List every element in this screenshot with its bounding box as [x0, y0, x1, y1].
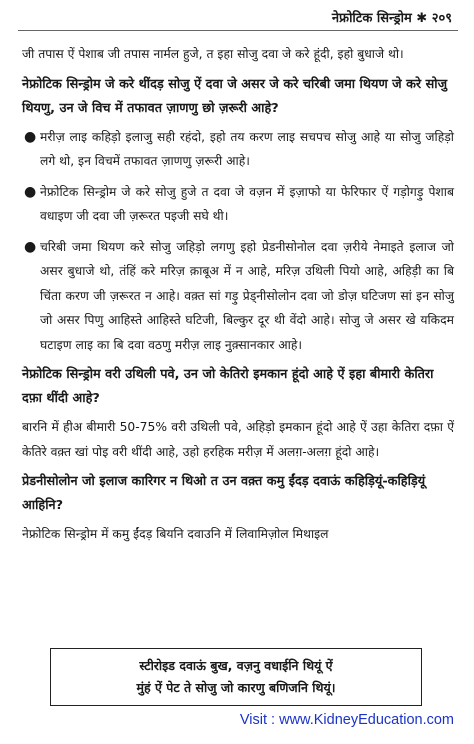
- section-heading-2: नेफ्रोटिक सिन्ड्रोम वरी उथिली पवे, उन जो केतिरो इमकान हूंदो आहे ऐं इहा बीमारी केतिरा दफ़ा थींदी आहे?: [22, 367, 434, 406]
- running-header: नेफ्रोटिक सिन्ड्रोम ✱ २०९: [331, 11, 452, 26]
- boxed-note: [50, 648, 422, 706]
- list-item: [22, 125, 454, 174]
- list-item-text: मरीज़ लाइ कहिड़ो इलाजु सही रहंदो, इहो तय करण लाइ सचपच सोजु आहे या सोजु जहिड़ो लगे थो, इन विचमें तफावत ज़ाणणु ज़रूरी आहे।: [40, 129, 454, 168]
- intro-paragraph: जी तपास ऐं पेशाब जी तपास नार्मल हुजे, त इहा सोजु दवा जे करे हूंदी, इहो बुधाजे थो।: [22, 47, 404, 61]
- list-item-text: नेफ्रोटिक सिन्ड्रोम जे करे सोजु हुजे त दवा जे वज़न में इज़ाफो या फेरिफार ऐं गड़ोगड़ु पेशाब वधाइण जी दवा जी ज़रूरत पइजी सघे थी।: [40, 184, 454, 223]
- section-paragraph-3: नेफ्रोटिक सिन्ड्रोम में कमु ईंदड़ बियनि दवाउनि में लिवामिज़ोल मिथाइल: [22, 527, 329, 541]
- list-item: [22, 235, 454, 358]
- list-item-text: चरिबी जमा थियण करे सोजु जहिड़ो लगणु इहो प्रेडनीसोनोल दवा ज़रीये नेमाइते इलाज जो असर बुधाजे थो, तंहिं करे मरिज़ क़ाबूअ में न आहे, मरिज़ उथिली पियो आहे, अहिड़ी का बि चिंता करण जी ज़रूरत न आहे। वक़्त सां गड़ु प्रेड्नीसोलोन दवा जो डोज़ घटिजण सां इन सोजु जो असर पिणु आहिस्ते आहिस्ते घटिजी, बिल्कुर दूर थी वेंदो आहे। सोजु जे असर खे यकिदम घटाइण लाइ का बि दवा वठणु मरीज़ लाइ नुक़्सानकार आहे।: [40, 239, 454, 352]
- bullet-icon: ●: [24, 238, 37, 255]
- footer-link[interactable]: Visit : www.KidneyEducation.com: [239, 712, 454, 728]
- bullet-icon: ●: [24, 183, 37, 200]
- section-heading-1: नेफ्रोटिक सिन्ड्रोम जे करे थींदड़ सोजु ऐं दवा जे असर जे करे चरिबी जमा थियण जे करे सोजु थियणु, उन जे विच में तफावत ज़ाणणु छो ज़रूरी आहे?: [22, 76, 448, 116]
- section-paragraph-2: बारनि में हीअ बीमारी 50-75% वरी उथिली पवे, अहिड़ो इमकान हूंदो आहे ऐं उहा केतिरा दफ़ा ऐं केतिरे वक़्त खां पोइ वरी थींदी आहे, उहो हरहिक मरीज़ में अलग़-अलग़ हूंदो आहे।: [22, 420, 454, 459]
- boxed-note-line-2: मुंहं ऐं पेट ते सोजु जो कारणु बणिजनि थियूं।: [136, 680, 336, 695]
- bullet-icon: ●: [24, 128, 37, 145]
- header-rule: [18, 30, 458, 31]
- section-heading-3: प्रेडनीसोलोन जो इलाज कारिगर न थिओ त उन वक़्त कमु ईंदड़ दवाऊं कहिड़ियूं-कहिड़ियूं आहिनि?: [22, 474, 426, 513]
- boxed-note-line-1: स्टीरोइड दवाऊं बुख, वज़नु वधाईनि थियूं ऐं: [139, 658, 333, 673]
- list-item: [22, 180, 454, 229]
- page-content: [22, 42, 454, 553]
- bullet-list: [22, 125, 454, 358]
